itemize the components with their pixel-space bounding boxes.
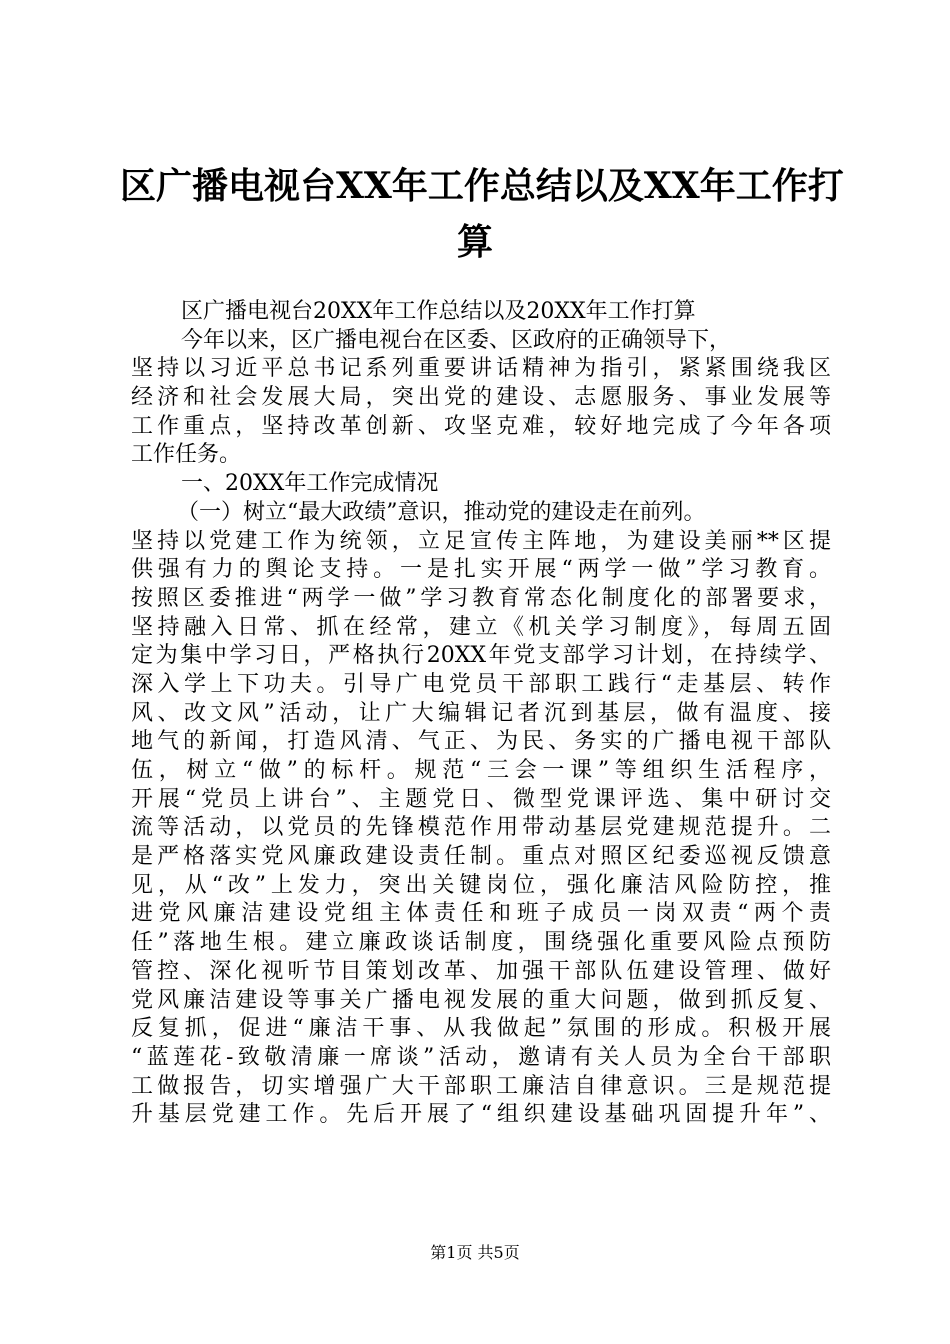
text-line: 开展“党员上讲台”、主题党日、微型党课评选、集中研讨交 — [131, 786, 831, 812]
text-line: 坚持融入日常、抓在经常，建立《机关学习制度》，每周五固 — [131, 614, 831, 640]
subsection-heading: （一）树立“最大政绩”意识，推动党的建设走在前列。 — [177, 499, 706, 525]
text-line: 按照区委推进“两学一做”学习教育常态化制度化的部署要求， — [131, 585, 831, 611]
document-body — [131, 298, 831, 1130]
text-line: 风、改文风”活动，让广大编辑记者沉到基层，做有温度、接 — [131, 700, 831, 726]
text-line: 是严格落实党风廉政建设责任制。重点对照区纪委巡视反馈意 — [131, 844, 831, 870]
text-line: 地气的新闻，打造风清、气正、为民、务实的广播电视干部队 — [131, 729, 831, 755]
text-line: 任”落地生根。建立廉政谈话制度，围绕强化重要风险点预防 — [131, 930, 831, 956]
text-line: 反复抓，促进“廉洁干事、从我做起”氛围的形成。积极开展 — [131, 1016, 831, 1042]
text-line: 经济和社会发展大局，突出党的建设、志愿服务、事业发展等 — [131, 385, 831, 411]
text-line: 定为集中学习日，严格执行20XX年党支部学习计划，在持续学、 — [131, 643, 831, 669]
text-line: 工作重点，坚持改革创新、攻坚克难，较好地完成了今年各项 — [131, 413, 831, 439]
page-number: 第1页 共5页 — [430, 1243, 520, 1262]
text-line: 供强有力的舆论支持。一是扎实开展“两学一做”学习教育。 — [131, 557, 831, 583]
text-line: 坚持以习近平总书记系列重要讲话精神为指引，紧紧围绕我区 — [131, 356, 831, 382]
text-line: 升基层党建工作。先后开展了“组织建设基础巩固提升年”、 — [131, 1102, 831, 1128]
text-line: 见，从“改”上发力，突出关键岗位，强化廉洁风险防控，推 — [131, 872, 831, 898]
document-title-line-1: 区广播电视台XX年工作总结以及XX年工作打 — [120, 165, 844, 207]
section-heading: 一、20XX年工作完成情况 — [181, 471, 439, 497]
text-line: 流等活动，以党员的先锋模范作用带动基层党建规范提升。二 — [131, 815, 831, 841]
text-line: “蓝莲花-致敬清廉一席谈”活动，邀请有关人员为全台干部职 — [131, 1044, 831, 1070]
text-line: 坚持以党建工作为统领，立足宣传主阵地，为建设美丽**区提 — [131, 528, 831, 554]
document-title-line-2: 算 — [456, 221, 493, 263]
text-line: 进党风廉洁建设党组主体责任和班子成员一岗双责“两个责 — [131, 901, 831, 927]
text-line: 伍，树立“做”的标杆。规范“三会一课”等组织生活程序， — [131, 758, 831, 783]
text-line: 工作任务。 — [131, 442, 242, 468]
text-line: 深入学上下功夫。引导广电党员干部职工践行“走基层、转作 — [131, 671, 831, 697]
text-line: 区广播电视台20XX年工作总结以及20XX年工作打算 — [181, 299, 696, 324]
text-line: 工做报告，切实增强广大干部职工廉洁自律意识。三是规范提 — [131, 1073, 831, 1099]
text-line: 党风廉洁建设等事关广播电视发展的重大问题，做到抓反复、 — [131, 987, 831, 1013]
text-line: 今年以来，区广播电视台在区委、区政府的正确领导下， — [181, 327, 732, 353]
text-line: 管控、深化视听节目策划改革、加强干部队伍建设管理、做好 — [131, 958, 831, 984]
